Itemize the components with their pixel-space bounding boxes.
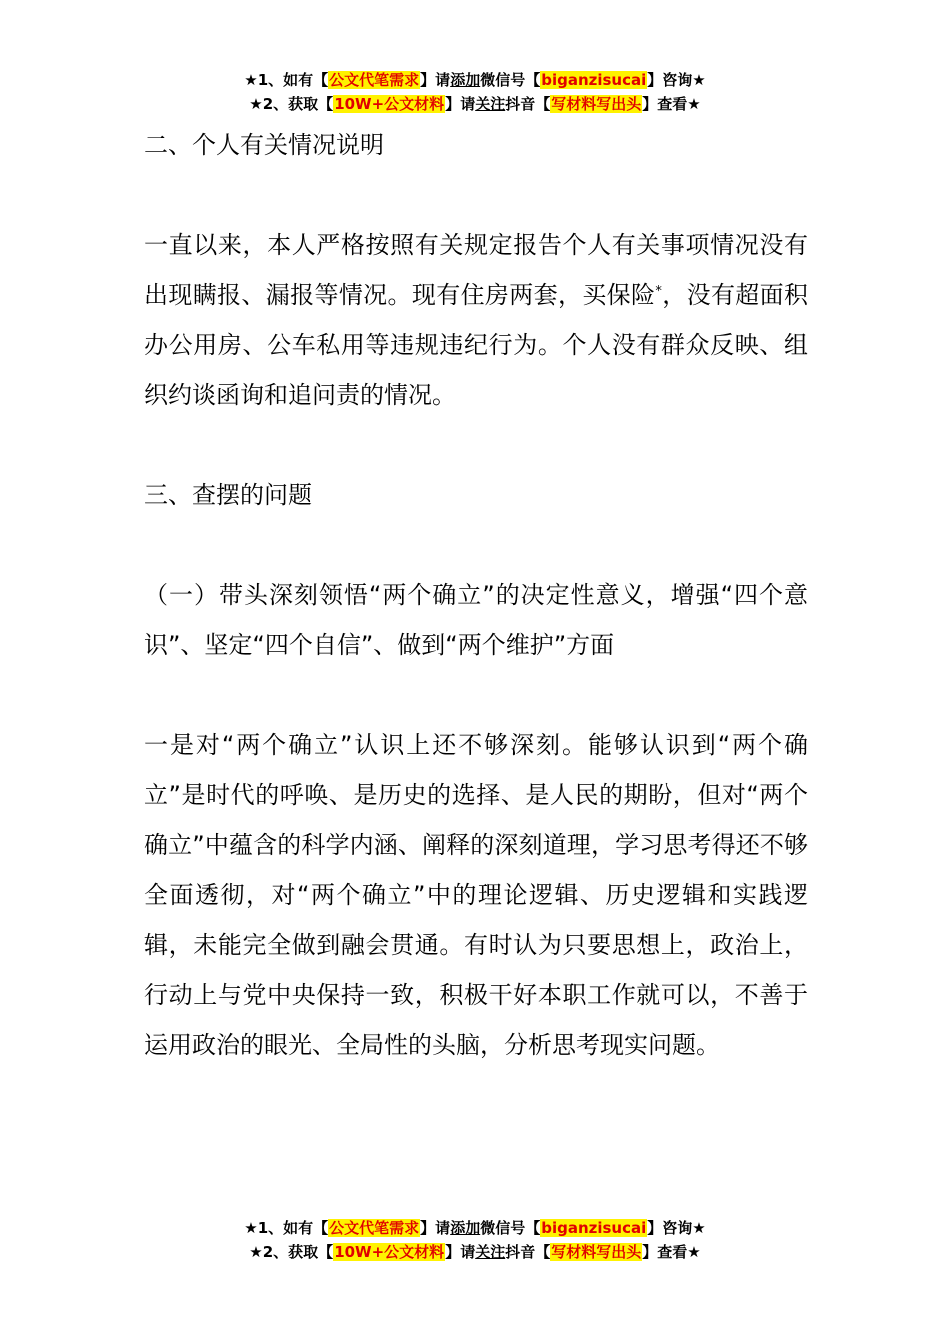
- section-3-heading: 三、查摆的问题: [144, 481, 312, 509]
- highlight-wechat-id: biganzisucai: [541, 71, 647, 89]
- highlight-service: 公文代笔需求: [329, 1219, 420, 1237]
- highlight-materials: 10W+公文材料: [334, 95, 445, 113]
- banner-line-1: ★1、如有【公文代笔需求】请添加微信号【biganzisucai】咨询★: [244, 71, 706, 89]
- highlight-wechat-id: biganzisucai: [541, 1219, 647, 1237]
- highlight-materials: 10W+公文材料: [334, 1243, 445, 1261]
- highlight-service: 公文代笔需求: [329, 71, 420, 89]
- highlight-douyin-account: 写材料写出头: [551, 1243, 642, 1261]
- banner-line-1: ★1、如有【公文代笔需求】请添加微信号【biganzisucai】咨询★: [244, 1219, 706, 1237]
- header-banner: [0, 68, 950, 116]
- point-1-paragraph: 一是对“两个确立”认识上还不够深刻。能够认识到“两个确立”是时代的呼唤、是历史的选择、是人民的期盼，但对“两个确立”中蕴含的科学内涵、阐释的深刻道理，学习思考得还不够全面透彻，对“两个确立”中的理论逻辑、历史逻辑和实践逻辑，未能完全做到融会贯通。有时认为只要思想上，政治上，行动上与党中央保持一致，积极干好本职工作就可以，不善于运用政治的眼光、全局性的头脑，分析思考现实问题。: [144, 731, 808, 1059]
- document-body: [144, 120, 808, 1070]
- section-2-paragraph: 一直以来，本人严格按照有关规定报告个人有关事项情况没有出现瞒报、漏报等情况。现有住房两套，买保险*，没有超面积办公用房、公车私用等违规违纪行为。个人没有群众反映、组织约谈函询和追问责的情况。: [144, 231, 809, 409]
- banner-line-2: ★2、获取【10W+公文材料】请关注抖音【写材料写出头】查看★: [249, 95, 701, 113]
- banner-line-2: ★2、获取【10W+公文材料】请关注抖音【写材料写出头】查看★: [249, 1243, 701, 1261]
- highlight-douyin-account: 写材料写出头: [551, 95, 642, 113]
- section-2-heading: 二、个人有关情况说明: [144, 131, 384, 159]
- subsection-1-heading: （一）带头深刻领悟“两个确立”的决定性意义，增强“四个意识”、坚定“四个自信”、做到“两个维护”方面: [144, 581, 808, 659]
- footer-banner: [0, 1216, 950, 1264]
